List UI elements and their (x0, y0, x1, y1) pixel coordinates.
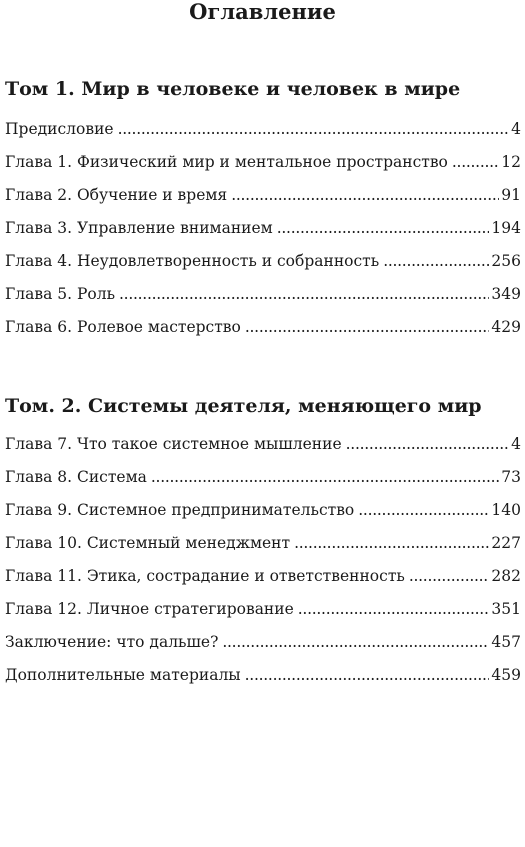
toc-entry-label: Глава 12. Личное стратегирование (5, 600, 294, 618)
toc-entry-label: Глава 8. Система (5, 468, 147, 486)
toc-entry-page: 140 (491, 501, 521, 519)
dot-leader (346, 433, 509, 455)
toc-entry-chapter-3[interactable] (5, 217, 521, 250)
dot-leader (231, 184, 499, 206)
toc-entry-label: Глава 1. Физический мир и ментальное пространство (5, 153, 448, 171)
toc-entry-page: 429 (491, 318, 521, 336)
toc-entry-label: Дополнительные материалы (5, 666, 241, 684)
toc-entry-chapter-4[interactable] (5, 250, 521, 283)
dot-leader (383, 250, 489, 272)
toc-entry-label: Глава 9. Системное предпринимательство (5, 501, 355, 519)
toc-entry-page: 349 (491, 285, 521, 303)
toc-entry-preface[interactable] (5, 118, 521, 151)
volume-1-title: Том 1. Мир в человеке и человек в мире (5, 78, 461, 100)
toc-entry-chapter-7[interactable] (5, 433, 521, 466)
toc-entry-chapter-2[interactable] (5, 184, 521, 217)
toc-entry-label: Глава 11. Этика, сострадание и ответственность (5, 567, 405, 585)
toc-entry-page: 12 (501, 153, 521, 171)
toc-entry-chapter-1[interactable] (5, 151, 521, 184)
toc-entry-label: Заключение: что дальше? (5, 633, 219, 651)
toc-entry-label: Глава 5. Роль (5, 285, 116, 303)
dot-leader (222, 631, 489, 653)
toc-entry-page: 4 (511, 435, 521, 453)
toc-entry-label: Глава 2. Обучение и время (5, 186, 228, 204)
dot-leader (277, 217, 490, 239)
dot-leader (119, 283, 489, 305)
dot-leader (118, 118, 510, 140)
dot-leader (358, 499, 489, 521)
dot-leader (151, 466, 499, 488)
toc-entry-label: Предисловие (5, 120, 114, 138)
volume-2-title: Том. 2. Системы деятеля, меняющего мир (5, 395, 482, 417)
toc-entry-chapter-12[interactable] (5, 598, 521, 631)
volume-1-toc (5, 118, 521, 349)
dot-leader (245, 316, 490, 338)
toc-entry-page: 73 (501, 468, 521, 486)
toc-entry-chapter-8[interactable] (5, 466, 521, 499)
toc-entry-chapter-6[interactable] (5, 316, 521, 349)
volume-2-toc (5, 433, 521, 697)
dot-leader (298, 598, 490, 620)
toc-entry-label: Глава 10. Системный менеджмент (5, 534, 291, 552)
toc-entry-chapter-9[interactable] (5, 499, 521, 532)
dot-leader (409, 565, 490, 587)
toc-entry-chapter-10[interactable] (5, 532, 521, 565)
toc-entry-label: Глава 4. Неудовлетворенность и собранность (5, 252, 380, 270)
dot-leader (245, 664, 490, 686)
toc-entry-label: Глава 3. Управление вниманием (5, 219, 273, 237)
toc-entry-page: 351 (491, 600, 521, 618)
page-title: Оглавление (189, 0, 336, 24)
toc-entry-page: 282 (491, 567, 521, 585)
dot-leader (294, 532, 489, 554)
toc-entry-conclusion[interactable] (5, 631, 521, 664)
toc-entry-page: 256 (491, 252, 521, 270)
toc-entry-page: 91 (501, 186, 521, 204)
toc-entry-page: 227 (491, 534, 521, 552)
toc-entry-chapter-11[interactable] (5, 565, 521, 598)
toc-entry-page: 4 (511, 120, 521, 138)
toc-entry-chapter-5[interactable] (5, 283, 521, 316)
toc-entry-page: 457 (491, 633, 521, 651)
toc-entry-page: 194 (491, 219, 521, 237)
toc-entry-label: Глава 7. Что такое системное мышление (5, 435, 342, 453)
toc-entry-label: Глава 6. Ролевое мастерство (5, 318, 241, 336)
dot-leader (452, 151, 499, 173)
toc-entry-appendix[interactable] (5, 664, 521, 697)
toc-entry-page: 459 (491, 666, 521, 684)
